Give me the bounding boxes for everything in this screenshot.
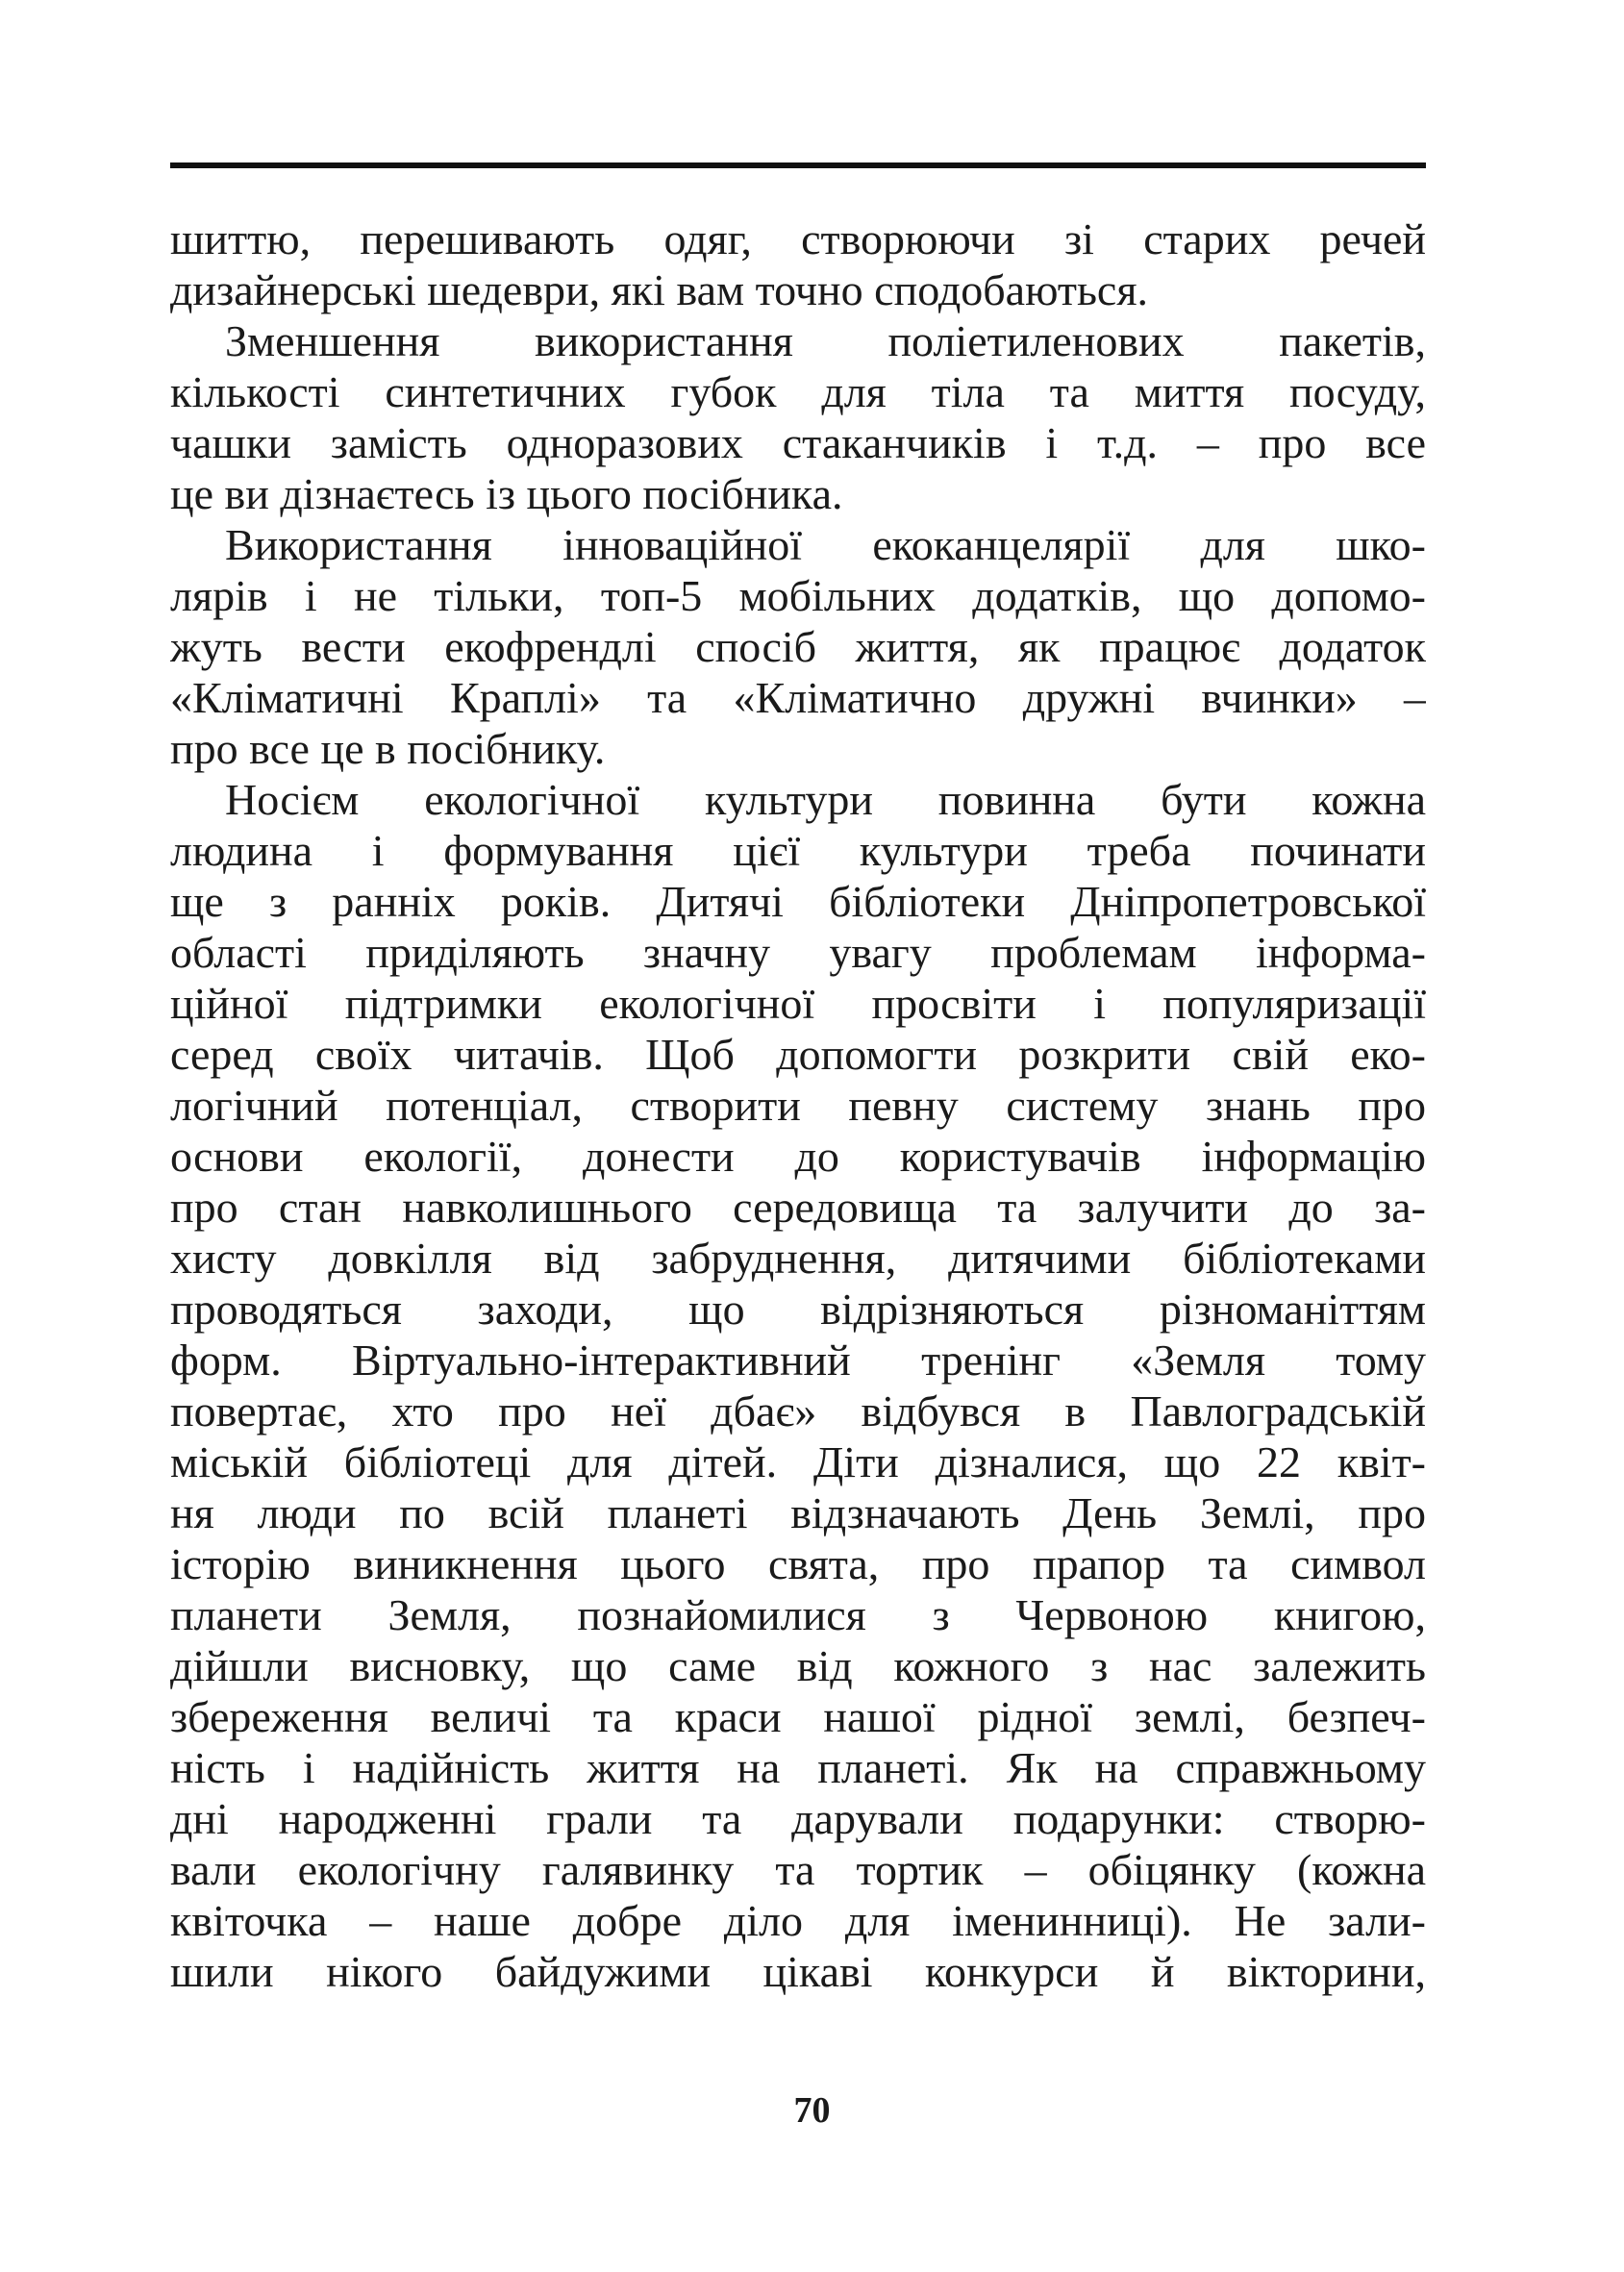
text-line: збереження величі та краси нашої рідної землі, безпеч-	[170, 1692, 1426, 1741]
text-line: основи екології, донести до користувачів інформацію	[170, 1132, 1426, 1181]
text-line: ційної підтримки екологічної просвіти і популяризації	[170, 979, 1426, 1028]
text-line: проводяться заходи, що відрізняються різноманіттям	[170, 1285, 1426, 1334]
text-line: чашки замість одноразових стаканчиків і т.д. – про все	[170, 418, 1426, 467]
header-rule	[170, 162, 1426, 168]
text-line: жуть вести екофрендлі спосіб життя, як працює додаток	[170, 622, 1426, 671]
text-line: дизайнерські шедеври, які вам точно сподобаються.	[170, 265, 1149, 314]
text-line: планети Земля, познайомилися з Червоною книгою,	[170, 1590, 1426, 1639]
text-line: логічний потенціал, створити певну систему знань про	[170, 1081, 1426, 1130]
text-line: ще з ранніх років. Дитячі бібліотеки Дніпропетровської	[170, 877, 1426, 926]
text-line: дійшли висновку, що саме від кожного з нас залежить	[170, 1641, 1426, 1690]
text-line: дні народженні грали та дарували подарунки: створю-	[170, 1794, 1426, 1843]
text-line: шиттю, перешивають одяг, створюючи зі старих речей	[170, 214, 1426, 263]
text-line: міській бібліотеці для дітей. Діти дізналися, що 22 квіт-	[170, 1437, 1426, 1486]
text-line: історію виникнення цього свята, про прапор та символ	[170, 1539, 1426, 1588]
text-line: лярів і не тільки, топ-5 мобільних додатків, що допомо-	[170, 571, 1426, 620]
text-line: області приділяють значну увагу проблемам інформа-	[170, 928, 1426, 977]
text-line: кількості синтетичних губок для тіла та миття посуду,	[170, 367, 1426, 416]
text-line: Зменшення використання поліетиленових пакетів,	[225, 316, 1426, 365]
text-line: «Кліматичні Краплі» та «Кліматично дружні вчинки» –	[170, 673, 1426, 722]
text-line: шили нікого байдужими цікаві конкурси й вікторини,	[170, 1947, 1426, 1996]
text-line: Носієм екологічної культури повинна бути кожна	[225, 775, 1426, 824]
text-line: це ви дізнаєтесь із цього посібника.	[170, 469, 843, 518]
page-number: 70	[793, 2090, 831, 2131]
text-line: ня люди по всій планеті відзначають День Землі, про	[170, 1488, 1426, 1537]
text-line: форм. Віртуально-інтерактивний тренінг «Земля тому	[170, 1336, 1426, 1385]
page-text	[170, 213, 1426, 1997]
text-line: квіточка – наше добре діло для іменинниці). Не зали-	[170, 1896, 1426, 1945]
text-line: вали екологічну галявинку та тортик – обіцянку (кожна	[170, 1845, 1426, 1894]
text-line: ність і надійність життя на планеті. Як на справжньому	[170, 1743, 1426, 1792]
text-line: серед своїх читачів. Щоб допомогти розкрити свій еко-	[170, 1030, 1426, 1079]
text-line: повертає, хто про неї дбає» відбувся в Павлоградській	[170, 1386, 1426, 1436]
text-line: Використання інноваційної екоканцелярії для шко-	[225, 520, 1426, 569]
text-line: про стан навколишнього середовища та залучити до за-	[170, 1183, 1426, 1232]
text-line: про все це в посібнику.	[170, 724, 606, 773]
text-line: хисту довкілля від забруднення, дитячими бібліотеками	[170, 1234, 1426, 1283]
text-line: людина і формування цієї культури треба починати	[170, 826, 1426, 875]
